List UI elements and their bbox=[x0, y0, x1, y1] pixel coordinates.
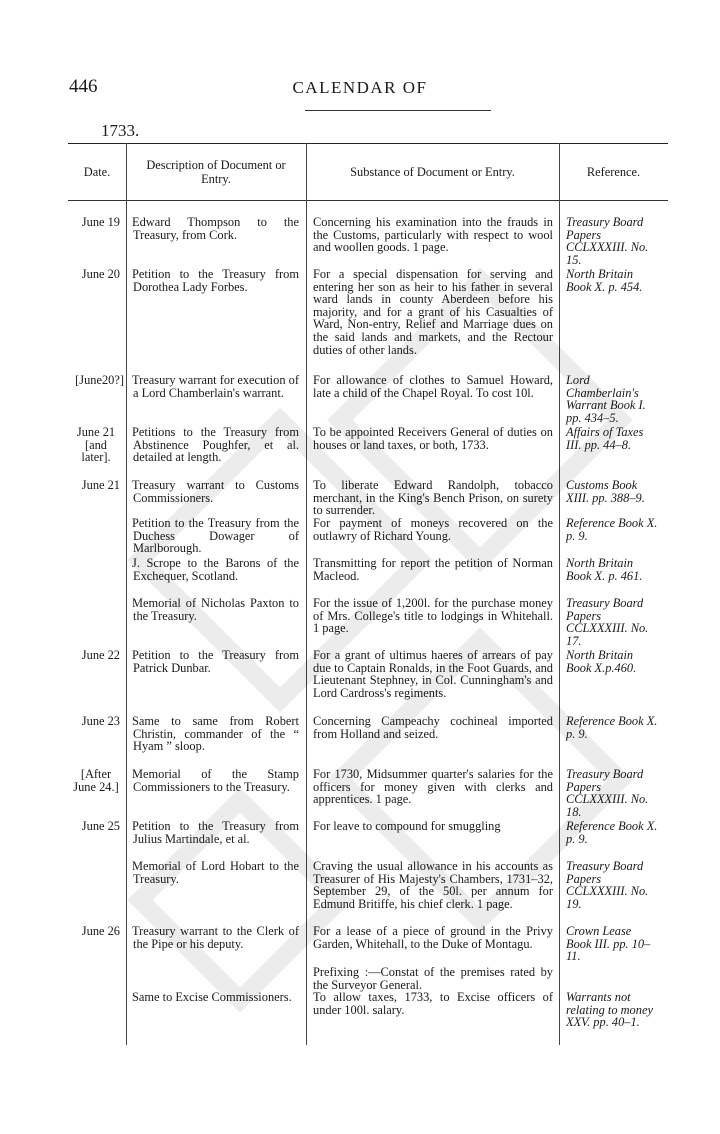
entry-date: June 26 bbox=[81, 924, 120, 938]
entry-reference: Treasury Board Papers CCLXXXIII. No. 19. bbox=[566, 859, 649, 911]
running-head: CALENDAR OF bbox=[292, 78, 428, 97]
column-header-substance: Substance of Document or Entry. bbox=[350, 164, 515, 179]
entry-description: Same to same from Robert Christin, commander of the “ Hyam ” sloop. bbox=[132, 714, 299, 754]
entry-reference: Warrants not relating to money XXV. pp. 40–1. bbox=[566, 990, 653, 1030]
entry-date: June 23 bbox=[81, 714, 120, 728]
entry-reference: Reference Book X. p. 9. bbox=[566, 714, 658, 741]
column-header-description: Description of Document or Entry. bbox=[146, 157, 286, 186]
entry-substance: For the issue of 1,200l. for the purchase money of Mrs. College's title to lodgings in Whitehall. 1 page. bbox=[313, 596, 553, 636]
entry-description: Petition to the Treasury from Julius Martindale, et al. bbox=[132, 819, 299, 846]
entry-date: June 22 bbox=[81, 648, 120, 662]
entry-substance: Concerning his examination into the frauds in the Customs, particularly with respect to wool and woollen goods. 1 page. bbox=[313, 215, 553, 255]
entry-description: Same to Excise Commissioners. bbox=[132, 990, 292, 1004]
entry-reference: Customs Book XIII. pp. 388–9. bbox=[566, 478, 645, 505]
entry-description: J. Scrope to the Barons of the Exchequer, Scotland. bbox=[132, 556, 299, 583]
entry-date: June 21 bbox=[81, 478, 120, 492]
entry-reference: Treasury Board Papers CCLXXXIII. No. 15. bbox=[566, 215, 649, 267]
column-divider bbox=[559, 143, 560, 1045]
entry-substance: For allowance of clothes to Samuel Howard, late a child of the Chapel Royal. To cost 10l. bbox=[313, 373, 553, 400]
entry-substance: For a grant of ultimus haeres of arrears of pay due to Captain Ronalds, in the Foot Guards, and Lieutenant Stephney, in Col. Cunningham's and Lord Cardross's regiments. bbox=[313, 648, 553, 700]
entry-description: Petitions to the Treasury from Abstinence Poughfer, et al. detailed at length. bbox=[132, 425, 299, 465]
column-header-reference: Reference. bbox=[586, 164, 641, 179]
entry-reference: Treasury Board Papers CCLXXXIII. No. 18. bbox=[566, 767, 649, 819]
entry-date: June 21 [and later]. bbox=[76, 425, 116, 465]
entry-reference: Treasury Board Papers CCLXXXIII. No. 17. bbox=[566, 596, 649, 648]
entry-description: Treasury warrant for execution of a Lord Chamberlain's warrant. bbox=[132, 373, 299, 400]
entry-reference: North Britain Book X. p. 454. bbox=[566, 267, 643, 294]
column-divider bbox=[306, 143, 307, 1045]
entry-substance: To liberate Edward Randolph, tobacco merchant, in the King's Bench Prison, on surety to surrender. bbox=[313, 478, 553, 518]
entry-date: June 19 bbox=[81, 215, 120, 229]
entry-description: Petition to the Treasury from Patrick Dunbar. bbox=[132, 648, 299, 675]
entry-substance: For payment of moneys recovered on the outlawry of Richard Young. bbox=[313, 516, 553, 543]
entry-reference: Crown Lease Book III. pp. 10–11. bbox=[566, 924, 651, 964]
entry-substance: For a special dispensation for serving and entering her son as heir to his father in several ward lands in county Aberdeen before his majority, and for a grant of his Casualties of Ward, Non-entry, Relief and Marriage dues on the said lands and markets, and the Rectour duties of other lands. bbox=[313, 267, 553, 357]
entry-date: June 20 bbox=[81, 267, 120, 281]
entry-description: Petition to the Treasury from the Duchess Dowager of Marlborough. bbox=[132, 516, 299, 556]
entry-substance: For leave to compound for smuggling bbox=[313, 819, 501, 833]
entry-description: Petition to the Treasury from Dorothea Lady Forbes. bbox=[132, 267, 299, 294]
entry-reference: Lord Chamberlain's Warrant Book I. pp. 434–5. bbox=[566, 373, 646, 425]
head-rule bbox=[305, 110, 491, 111]
entry-description: Memorial of the Stamp Commissioners to the Treasury. bbox=[132, 767, 299, 794]
entry-substance: For 1730, Midsummer quarter's salaries for the officers for money given with clerks and apprentices. 1 page. bbox=[313, 767, 553, 807]
entry-date: [After June 24.] bbox=[73, 767, 119, 794]
column-divider bbox=[126, 143, 127, 1045]
entry-substance: To allow taxes, 1733, to Excise officers of under 100l. salary. bbox=[313, 990, 553, 1017]
entry-reference: Reference Book X. p. 9. bbox=[566, 516, 658, 543]
entry-date: [June20?] bbox=[75, 373, 124, 387]
entry-date: June 25 bbox=[81, 819, 120, 833]
entry-substance: Concerning Campeachy cochineal imported from Holland and seized. bbox=[313, 714, 553, 741]
entry-reference: North Britain Book X. p. 461. bbox=[566, 556, 643, 583]
entry-substance: Transmitting for report the petition of Norman Macleod. bbox=[313, 556, 553, 583]
entry-substance: To be appointed Receivers General of duties on houses or land taxes, or both, 1733. bbox=[313, 425, 553, 452]
entry-substance-prefix: Prefixing :—Constat of the premises rated by the Surveyor General. bbox=[313, 965, 553, 992]
entry-description: Memorial of Lord Hobart to the Treasury. bbox=[132, 859, 299, 886]
entry-description: Treasury warrant to Customs Commissioners. bbox=[132, 478, 299, 505]
entry-reference: Reference Book X. p. 9. bbox=[566, 819, 658, 846]
entry-reference: Affairs of Taxes III. pp. 44–8. bbox=[566, 425, 644, 452]
entry-description: Edward Thompson to the Treasury, from Cork. bbox=[132, 215, 299, 242]
entry-description: Memorial of Nicholas Paxton to the Treasury. bbox=[132, 596, 299, 623]
year-heading: 1733. bbox=[101, 121, 140, 140]
column-header-date: Date. bbox=[83, 164, 111, 179]
entry-substance: For a lease of a piece of ground in the Privy Garden, Whitehall, to the Duke of Montagu. bbox=[313, 924, 553, 951]
table-header-rule bbox=[68, 200, 668, 201]
entry-substance: Craving the usual allowance in his accounts as Treasurer of His Majesty's Chambers, 1731–32, September 29, of the 50l. per annum for Edmund Britiffe, his chief clerk. 1 page. bbox=[313, 859, 553, 911]
entry-reference: North Britain Book X.p.460. bbox=[566, 648, 637, 675]
page-number: 446 bbox=[69, 76, 98, 97]
entry-description: Treasury warrant to the Clerk of the Pipe or his deputy. bbox=[132, 924, 299, 951]
